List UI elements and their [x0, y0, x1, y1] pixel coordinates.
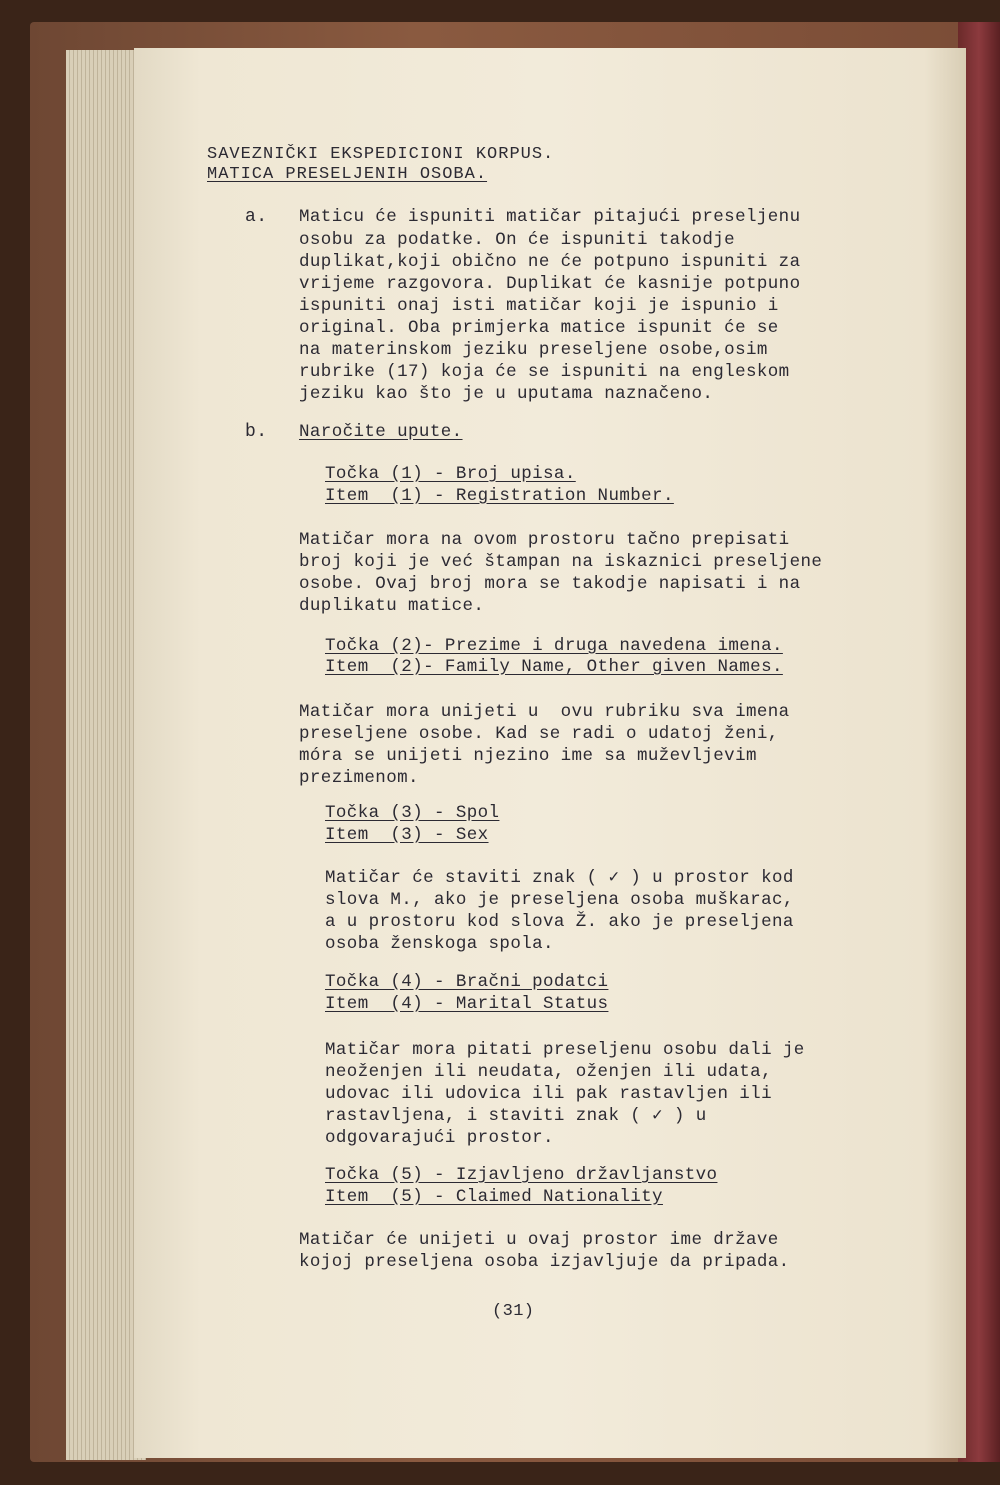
page-number: (31) — [492, 1302, 535, 1321]
item-text-line: duplikatu matice. — [299, 596, 485, 616]
item-text-line: prezimenom. — [299, 768, 419, 788]
item-label-en: Item (2)- Family Name, Other given Names. — [325, 657, 783, 677]
item-text-line: Matičar će staviti znak ( ✓ ) u prostor kod — [325, 868, 794, 888]
section-b-marker: b. — [245, 422, 268, 442]
section-a-line: osobu za podatke. On će ispuniti takodje — [299, 230, 736, 250]
item-text-line: preseljene osobe. Kad se radi o udatoj ženi, — [299, 724, 779, 744]
section-a-line: na materinskom jeziku preseljene osobe,osim — [299, 340, 768, 360]
document-subtitle: MATICA PRESELJENIH OSOBA. — [207, 165, 488, 184]
item-text-line: slova M., ako je preseljena osoba muškarac, — [325, 890, 794, 910]
section-a-marker: a. — [245, 207, 268, 227]
item-text-line: Matičar mora na ovom prostoru tačno prepisati — [299, 530, 790, 550]
item-text-line: osobe. Ovaj broj mora se takodje napisati i na — [299, 574, 801, 594]
item-label-hr: Točka (5) - Izjavljeno državljanstvo — [325, 1165, 718, 1185]
item-text-line: neoženjen ili neudata, oženjen ili udata, — [325, 1062, 772, 1082]
item-label-en: Item (1) - Registration Number. — [325, 486, 674, 506]
item-text-line: kojoj preseljena osoba izjavljuje da pripada. — [299, 1252, 790, 1272]
item-text-line: Matičar mora pitati preseljenu osobu dali je — [325, 1040, 805, 1060]
item-label-en: Item (5) - Claimed Nationality — [325, 1187, 663, 1207]
item-label-hr: Točka (3) - Spol — [325, 803, 500, 823]
item-text-line: Matičar mora unijeti u ovu rubriku sva imena — [299, 702, 790, 722]
section-a-line: vrijeme razgovora. Duplikat će kasnije potpuno — [299, 274, 801, 294]
section-a-line: original. Oba primjerka matice ispunit će se — [299, 318, 779, 338]
item-text-line: odgovarajući prostor. — [325, 1128, 554, 1148]
item-text-line: rastavljena, i staviti znak ( ✓ ) u — [325, 1106, 707, 1126]
section-a-line: jeziku kao što je u uputama naznačeno. — [299, 384, 714, 404]
document-title: SAVEZNIČKI EKSPEDICIONI KORPUS. — [207, 145, 555, 164]
section-a-line: duplikat,koji obično ne će potpuno ispuniti za — [299, 252, 801, 272]
item-text-line: udovac ili udovica ili pak rastavljen ili — [325, 1084, 772, 1104]
item-label-hr: Točka (1) - Broj upisa. — [325, 464, 576, 484]
item-text-line: a u prostoru kod slova Ž. ako je preseljena — [325, 912, 794, 932]
section-b-heading: Naročite upute. — [299, 422, 463, 442]
item-text-line: broj koji je već štampan na iskaznici preseljene — [299, 552, 823, 572]
section-a-line: ispuniti onaj isti matičar koji je ispunio i — [299, 296, 779, 316]
item-label-en: Item (4) - Marital Status — [325, 994, 609, 1014]
item-label-en: Item (3) - Sex — [325, 825, 489, 845]
item-text-line: osoba ženskoga spola. — [325, 934, 554, 954]
item-text-line: Matičar će unijeti u ovaj prostor ime države — [299, 1230, 779, 1250]
item-text-line: móra se unijeti njezino ime sa muževljevim — [299, 746, 757, 766]
item-label-hr: Točka (2)- Prezime i druga navedena imena. — [325, 636, 783, 656]
section-a-line: rubrike (17) koja će se ispuniti na engleskom — [299, 362, 790, 382]
section-a-line: Maticu će ispuniti matičar pitajući preseljenu — [299, 207, 801, 227]
item-label-hr: Točka (4) - Bračni podatci — [325, 972, 609, 992]
